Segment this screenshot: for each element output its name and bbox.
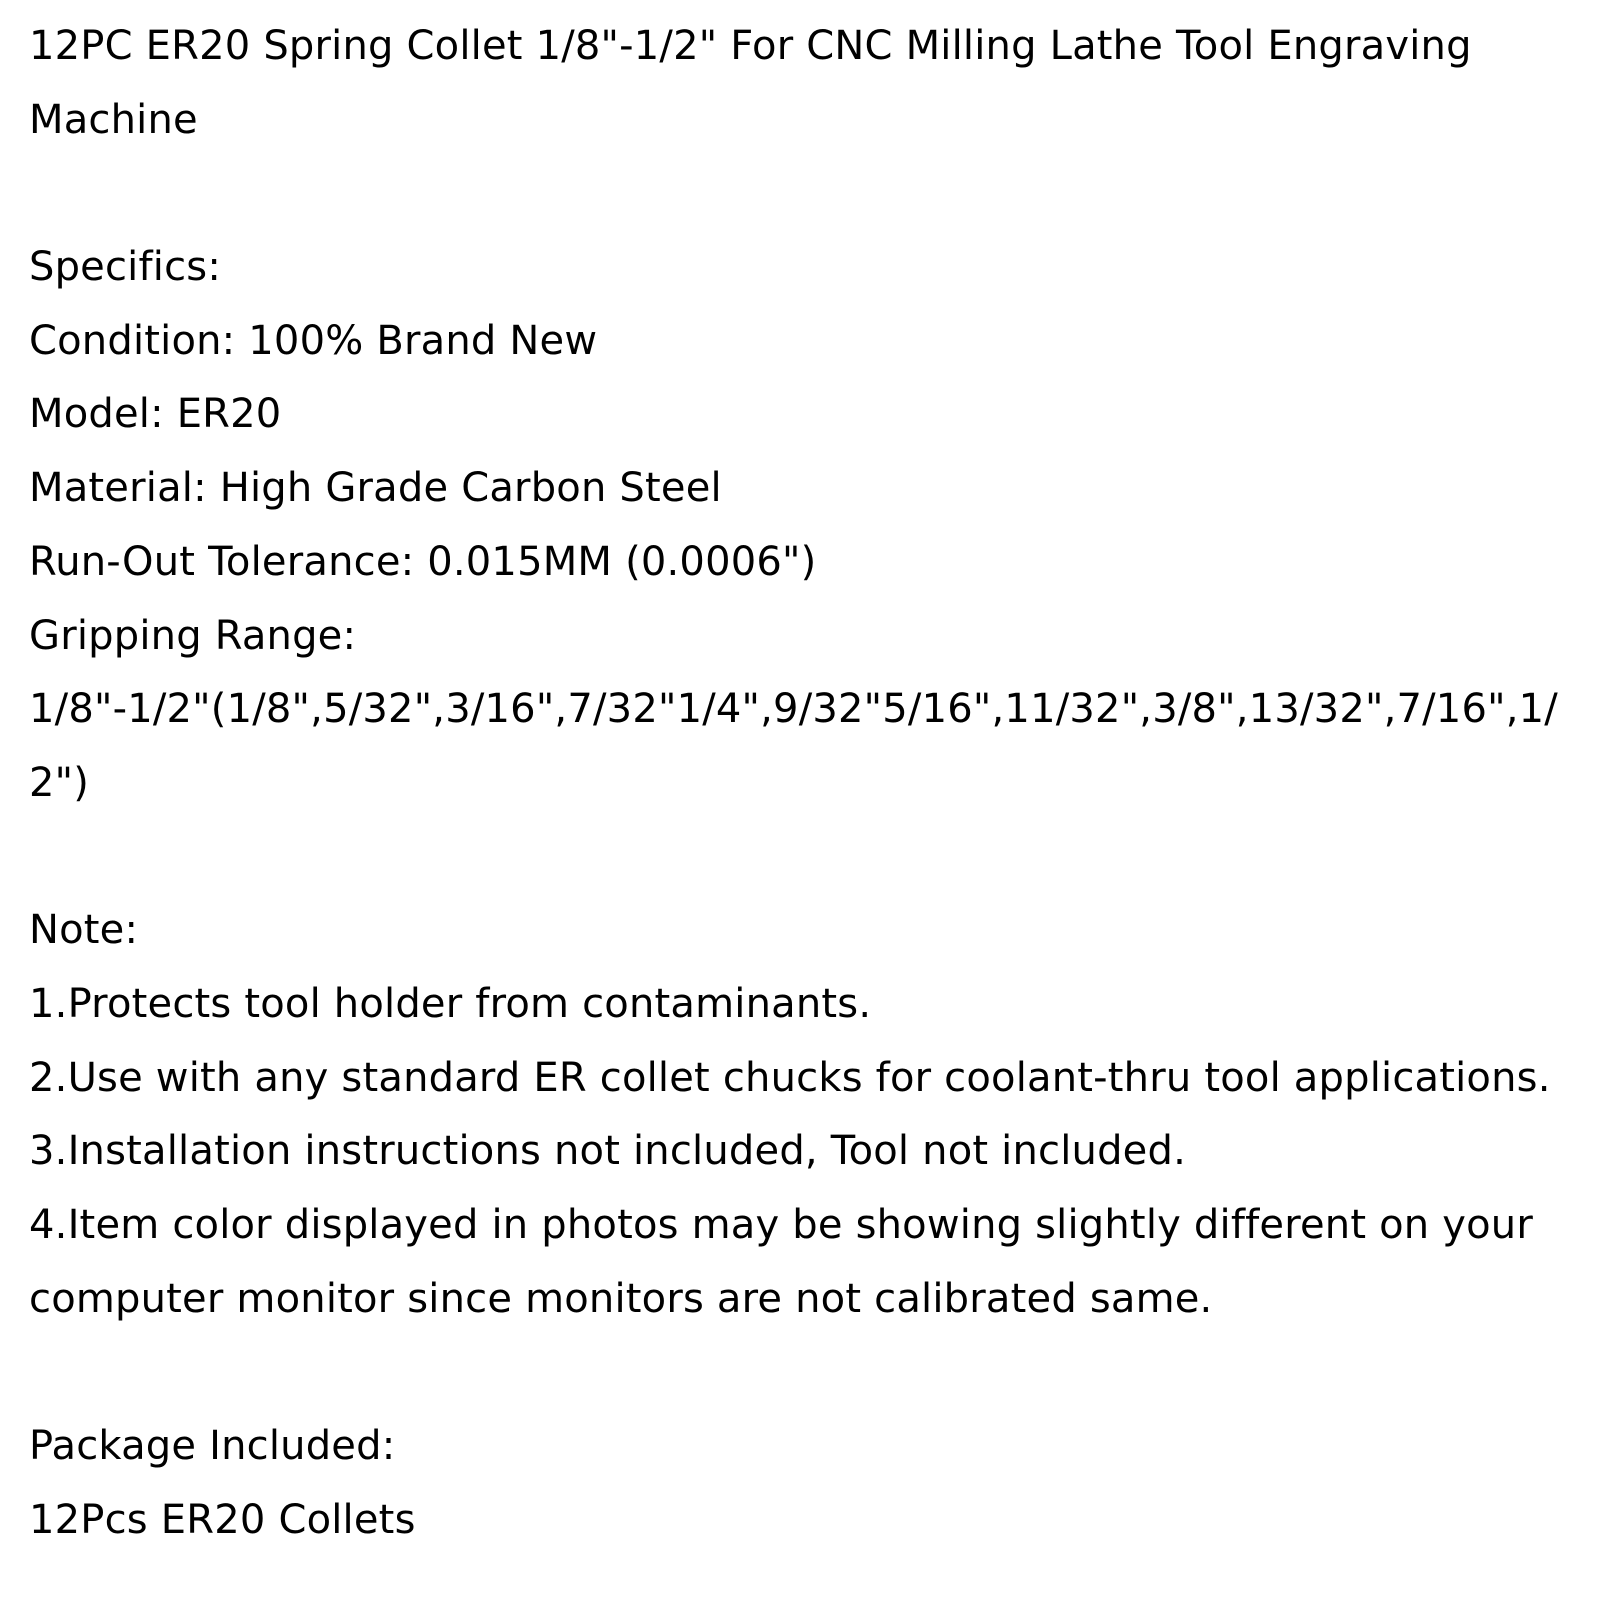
package-heading: Package Included:	[29, 1423, 396, 1470]
note-item-2: 2.Use with any standard ER collet chucks for coolant-thru tool applications.	[29, 1054, 1551, 1101]
note-item-4-line-2: computer monitor since monitors are not calibrated same.	[29, 1275, 1213, 1322]
spacer	[29, 157, 1574, 231]
spec-runout-tolerance: Run-Out Tolerance: 0.015MM (0.0006")	[29, 538, 817, 585]
note-item-4-line-1: 4.Item color displayed in photos may be showing slightly different on your	[29, 1202, 1533, 1248]
package-item-1: 12Pcs ER20 Collets	[29, 1496, 416, 1543]
product-title-line-1: 12PC ER20 Spring Collet 1/8"-1/2" For CNC Milling Lathe Tool Engraving	[29, 23, 1472, 69]
note-heading: Note:	[29, 907, 139, 954]
spacer	[29, 821, 1574, 895]
spec-gripping-range-heading: Gripping Range:	[29, 612, 357, 659]
spacer	[29, 1336, 1574, 1410]
product-description	[29, 10, 1574, 1557]
spec-condition: Condition: 100% Brand New	[29, 317, 598, 364]
note-item-3: 3.Installation instructions not included, Tool not included.	[29, 1128, 1186, 1175]
spec-gripping-range-values-line-2: 2")	[29, 759, 90, 806]
specifics-heading: Specifics:	[29, 244, 221, 291]
note-item-1: 1.Protects tool holder from contaminants.	[29, 980, 872, 1027]
spec-gripping-range-values-line-1: 1/8"-1/2"(1/8",5/32",3/16",7/32"1/4",9/32"5/16",11/32",3/8",13/32",7/16",1/	[29, 686, 1558, 733]
spec-model: Model: ER20	[29, 391, 282, 438]
product-title-line-2: Machine	[29, 96, 198, 143]
spec-material: Material: High Grade Carbon Steel	[29, 465, 722, 512]
